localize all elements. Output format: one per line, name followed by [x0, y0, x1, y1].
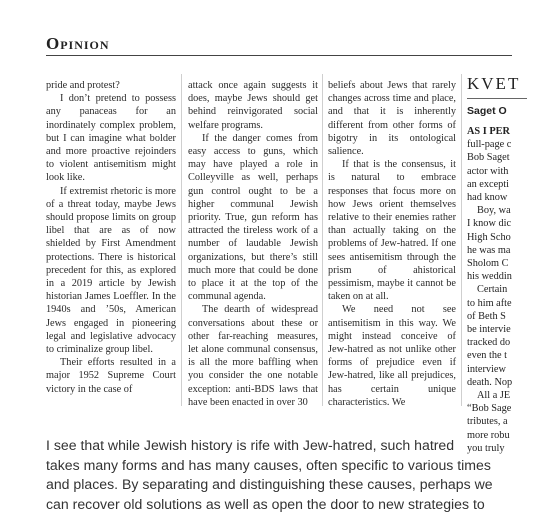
sidebar-line: AS I PER — [467, 125, 547, 138]
pull-quote-line: and places. By separating and distinguishing these causes, perhaps we — [46, 475, 516, 495]
sidebar-line: his weddin — [467, 270, 547, 283]
sidebar-line: tributes, a — [467, 415, 547, 428]
sidebar-title: KVET — [467, 74, 547, 94]
paragraph: We need not see antisemitism in this way. We might instead conceive of Jew-hatred as not unlike other forms of prejudice even if Jew-hatred, like all prejudices, has certain unique characteristics. We — [328, 303, 456, 409]
sidebar-line: you truly — [467, 442, 547, 455]
sidebar-line: he was ma — [467, 244, 547, 257]
sidebar-line: to him afte — [467, 297, 547, 310]
sidebar-line: had know — [467, 191, 547, 204]
paragraph: If that is the consensus, it is natural to embrace responses that focus more on how Jews orient themselves relative to their enemies rather than actually taking on the problems of Jew-hatred. If one sees antisemitism through the prism of ahistorical pessimism, maybe it cannot be taken on at all. — [328, 158, 456, 303]
sidebar-line: be intervie — [467, 323, 547, 336]
sidebar-text — [467, 125, 547, 455]
article-column-2 — [188, 79, 318, 409]
article-column-1 — [46, 79, 176, 396]
sidebar-line: I know dic — [467, 217, 547, 230]
section-title: Opinion — [46, 34, 110, 54]
sidebar-line: death. Nop — [467, 376, 547, 389]
sidebar-line: “Bob Sage — [467, 402, 547, 415]
sidebar-line: an excepti — [467, 178, 547, 191]
column-divider — [322, 74, 323, 406]
paragraph: If the danger comes from easy access to guns, which may have played a role in Colleyville as well, perhaps gun control ought to be a higher communal Jewish priority. True, gun reform has attracted the tireless work of a number of laudable Jewish organizations, but there’s still much more that could be done to place it at the top of the communal agenda. — [188, 132, 318, 304]
pull-quote-line: takes many forms and has many causes, often specific to various times — [46, 456, 516, 476]
sidebar-line: more robu — [467, 429, 547, 442]
paragraph: If extremist rhetoric is more of a threat today, maybe Jews should propose limits on group libel that are as of now shielded by First Amendment protections. There is historical precedent for this, as explored in a 2019 article by Jewish historian James Loeffler. In the 1940s and ’50s, American Jews engaged in pioneering legal and legislative advocacy to criminalize group libel. — [46, 185, 176, 357]
paragraph: attack once again suggests it does, maybe Jews should get behind reinvigorated social welfare programs. — [188, 79, 318, 132]
pull-quote — [46, 436, 516, 514]
sidebar-line: interview — [467, 363, 547, 376]
article-column-3 — [328, 79, 456, 409]
sidebar-line: Bob Saget — [467, 151, 547, 164]
paragraph: pride and protest? — [46, 79, 176, 92]
sidebar-line: All a JE — [467, 389, 547, 402]
sidebar-line: tracked do — [467, 336, 547, 349]
header-rule — [46, 55, 512, 56]
sidebar-line: full-page c — [467, 138, 547, 151]
sidebar-line: Boy, wa — [467, 204, 547, 217]
sidebar-line: Sholom C — [467, 257, 547, 270]
sidebar-line: actor with — [467, 165, 547, 178]
column-divider — [181, 74, 182, 406]
paragraph: Their efforts resulted in a major 1952 Supreme Court victory in the case of — [46, 356, 176, 396]
sidebar-line: Certain — [467, 283, 547, 296]
column-divider — [461, 74, 462, 406]
sidebar-line: High Scho — [467, 231, 547, 244]
paragraph: beliefs about Jews that rarely changes across time and place, and that it is inherently different from other forms of bigotry in its ontological salience. — [328, 79, 456, 158]
paragraph: I don’t pretend to possess any panaceas for an inordinately complex problem, but I can imagine what bolder and more proactive rejoinders to violent antisemitism might look like. — [46, 92, 176, 184]
sidebar-line: even the t — [467, 349, 547, 362]
paragraph: The dearth of widespread conversations about these or other far-reaching measures, let alone communal consensus, is all the more baffling when you consider the one notable exception: anti-BDS laws that have been enacted in over 30 — [188, 303, 318, 409]
sidebar-subhead: Saget O — [467, 105, 547, 117]
pull-quote-line: can recover old solutions as well as open the door to new strategies to — [46, 495, 516, 514]
sidebar-line: of Beth S — [467, 310, 547, 323]
pull-quote-line: I see that while Jewish history is rife with Jew-hatred, such hatred — [46, 436, 516, 456]
sidebar-column — [467, 70, 547, 455]
sidebar-rule — [467, 98, 527, 99]
